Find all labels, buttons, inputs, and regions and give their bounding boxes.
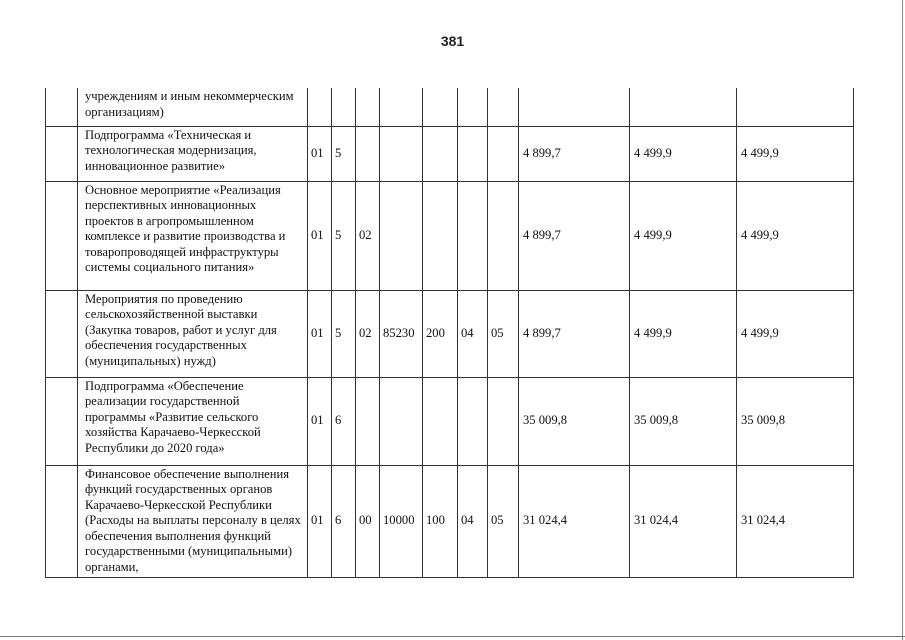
amount-cell: 4 499,9 [737, 126, 854, 181]
amount-cell: 35 009,8 [519, 377, 630, 465]
code-cell: 10000 [380, 465, 423, 577]
blank-margin-cell [46, 290, 78, 377]
amount-cell: 4 499,9 [737, 181, 854, 290]
table-row [46, 181, 854, 290]
budget-table [45, 88, 854, 578]
amount-cell: 35 009,8 [737, 377, 854, 465]
amount-cell: 31 024,4 [630, 465, 737, 577]
code-cell [356, 126, 380, 181]
code-cell: 200 [423, 290, 458, 377]
amount-cell [630, 88, 737, 126]
amount-cell: 4 899,7 [519, 181, 630, 290]
code-cell [423, 126, 458, 181]
code-cell: 04 [458, 465, 488, 577]
row-description: Подпрограмма «Обеспечение реализации государственной программы «Развитие сельского хозяйства Карачаево-Черкесской Республики до 2020 года» [78, 377, 308, 465]
table-row [46, 126, 854, 181]
code-cell [308, 88, 332, 126]
code-cell: 01 [308, 290, 332, 377]
code-cell [423, 181, 458, 290]
code-cell: 05 [488, 465, 519, 577]
blank-margin-cell [46, 465, 78, 577]
code-cell [458, 126, 488, 181]
table-row [46, 377, 854, 465]
code-cell [458, 181, 488, 290]
blank-margin-cell [46, 377, 78, 465]
code-cell: 01 [308, 126, 332, 181]
code-cell: 5 [332, 290, 356, 377]
code-cell [380, 181, 423, 290]
code-cell [423, 88, 458, 126]
blank-margin-cell [46, 88, 78, 126]
code-cell: 02 [356, 290, 380, 377]
code-cell [332, 88, 356, 126]
row-description: Основное мероприятие «Реализация перспективных инновационных проектов в агропромышленном комплексе и развитие производства и товаропроводящей инфраструктуры системы социального питания» [78, 181, 308, 290]
code-cell: 04 [458, 290, 488, 377]
table-row [46, 290, 854, 377]
code-cell: 6 [332, 465, 356, 577]
code-cell [356, 377, 380, 465]
amount-cell: 4 499,9 [630, 290, 737, 377]
code-cell: 5 [332, 181, 356, 290]
code-cell [380, 126, 423, 181]
row-description: Финансовое обеспечение выполнения функций государственных органов Карачаево-Черкесской Республики (Расходы на выплаты персоналу в целях обеспечения выполнения функций государственными (муниципальными) органами, [78, 465, 308, 577]
code-cell: 01 [308, 377, 332, 465]
code-cell: 02 [356, 181, 380, 290]
code-cell: 100 [423, 465, 458, 577]
code-cell: 01 [308, 465, 332, 577]
code-cell [356, 88, 380, 126]
amount-cell [519, 88, 630, 126]
blank-margin-cell [46, 181, 78, 290]
amount-cell: 35 009,8 [630, 377, 737, 465]
row-description: Мероприятия по проведению сельскохозяйственной выставки (Закупка товаров, работ и услуг для обеспечения государственных (муниципальных) нужд) [78, 290, 308, 377]
amount-cell: 31 024,4 [519, 465, 630, 577]
amount-cell [737, 88, 854, 126]
code-cell [423, 377, 458, 465]
code-cell [380, 88, 423, 126]
blank-margin-cell [46, 126, 78, 181]
code-cell [458, 88, 488, 126]
amount-cell: 31 024,4 [737, 465, 854, 577]
scan-edge-right [902, 0, 903, 640]
code-cell: 05 [488, 290, 519, 377]
code-cell [458, 377, 488, 465]
amount-cell: 4 499,9 [630, 181, 737, 290]
code-cell: 01 [308, 181, 332, 290]
scan-edge-bottom [0, 636, 905, 637]
table-row [46, 88, 854, 126]
amount-cell: 4 499,9 [630, 126, 737, 181]
code-cell [488, 377, 519, 465]
row-description: Подпрограмма «Техническая и технологическая модернизация, инновационное развитие» [78, 126, 308, 181]
code-cell: 85230 [380, 290, 423, 377]
page-number: 381 [440, 33, 465, 49]
code-cell [380, 377, 423, 465]
amount-cell: 4 499,9 [737, 290, 854, 377]
amount-cell: 4 899,7 [519, 126, 630, 181]
code-cell: 5 [332, 126, 356, 181]
table-row [46, 465, 854, 577]
code-cell [488, 181, 519, 290]
code-cell [488, 126, 519, 181]
code-cell [488, 88, 519, 126]
code-cell: 00 [356, 465, 380, 577]
table-body [46, 88, 854, 577]
row-description: учреждениям и иным некоммерческим организациям) [78, 88, 308, 126]
amount-cell: 4 899,7 [519, 290, 630, 377]
code-cell: 6 [332, 377, 356, 465]
